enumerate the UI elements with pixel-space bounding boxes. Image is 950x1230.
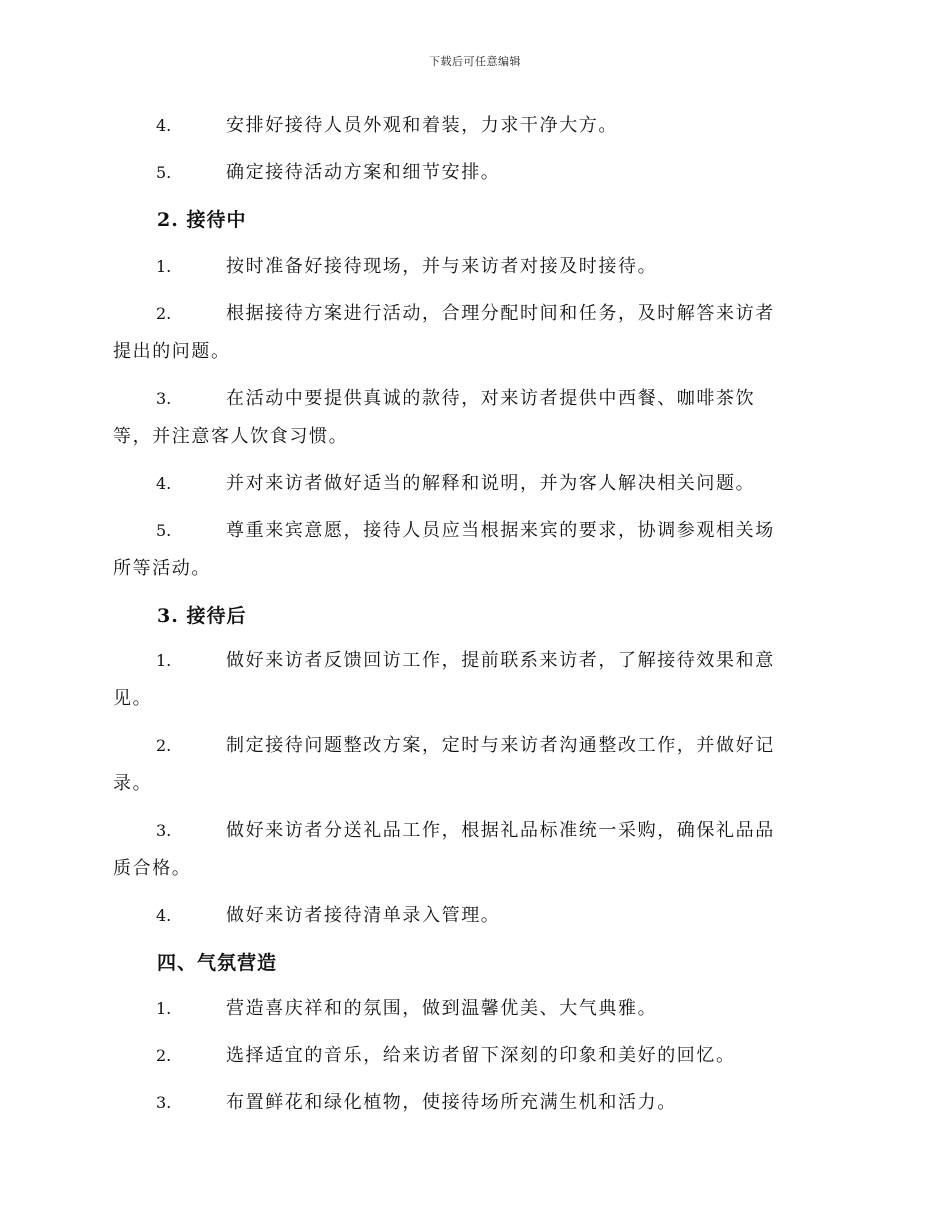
list-item-text: 尊重来宾意愿，接待人员应当根据来宾的要求，协调参观相关场 — [226, 520, 775, 541]
page-header: 下载后可任意编辑 — [429, 55, 521, 68]
list-item-number: 5. — [156, 163, 172, 182]
list-item-number: 2. — [156, 304, 172, 323]
list-item-text: 制定接待问题整改方案，定时与来访者沟通整改工作，并做好记 — [226, 735, 775, 756]
list-item-text: 在活动中要提供真诚的款待，对来访者提供中西餐、咖啡茶饮 — [226, 388, 756, 409]
list-item-number: 3. — [156, 1093, 172, 1112]
list-item-text: 做好来访者分送礼品工作，根据礼品标准统一采购，确保礼品品 — [226, 820, 775, 841]
list-item-number: 1. — [156, 257, 172, 276]
list-item-text: 根据接待方案进行活动，合理分配时间和任务，及时解答来访者 — [226, 303, 775, 324]
list-item-text: 见。 — [113, 688, 153, 709]
list-item-number: 4. — [156, 474, 172, 493]
list-item-text: 选择适宜的音乐，给来访者留下深刻的印象和美好的回忆。 — [226, 1045, 736, 1066]
list-item-text: 营造喜庆祥和的氛围，做到温馨优美、大气典雅。 — [226, 998, 658, 1019]
list-item-text: 按时准备好接待现场，并与来访者对接及时接待。 — [226, 256, 658, 277]
section-heading: 四、气氛营造 — [157, 952, 278, 974]
list-item-number: 4. — [156, 116, 172, 135]
list-item-text: 布置鲜花和绿化植物，使接待场所充满生机和活力。 — [226, 1092, 677, 1113]
list-item-text: 录。 — [113, 773, 153, 794]
section-heading: 2. 接待中 — [157, 209, 247, 231]
list-item-number: 1. — [156, 651, 172, 670]
list-item-number: 3. — [156, 389, 172, 408]
list-item-text: 提出的问题。 — [113, 341, 231, 362]
list-item-text: 所等活动。 — [113, 558, 211, 579]
list-item-text: 做好来访者反馈回访工作，提前联系来访者，了解接待效果和意 — [226, 650, 775, 671]
list-item-number: 5. — [156, 521, 172, 540]
list-item-text: 等，并注意客人饮食习惯。 — [113, 426, 349, 447]
list-item-number: 1. — [156, 999, 172, 1018]
list-item-text: 并对来访者做好适当的解释和说明，并为客人解决相关问题。 — [226, 473, 756, 494]
list-item-text: 质合格。 — [113, 858, 192, 879]
list-item-number: 2. — [156, 1046, 172, 1065]
list-item-text: 安排好接待人员外观和着装，力求干净大方。 — [226, 115, 618, 136]
list-item-number: 4. — [156, 906, 172, 925]
list-item-number: 2. — [156, 736, 172, 755]
list-item-text: 做好来访者接待清单录入管理。 — [226, 905, 501, 926]
section-heading: 3. 接待后 — [157, 605, 247, 627]
list-item-number: 3. — [156, 821, 172, 840]
list-item-text: 确定接待活动方案和细节安排。 — [226, 162, 501, 183]
